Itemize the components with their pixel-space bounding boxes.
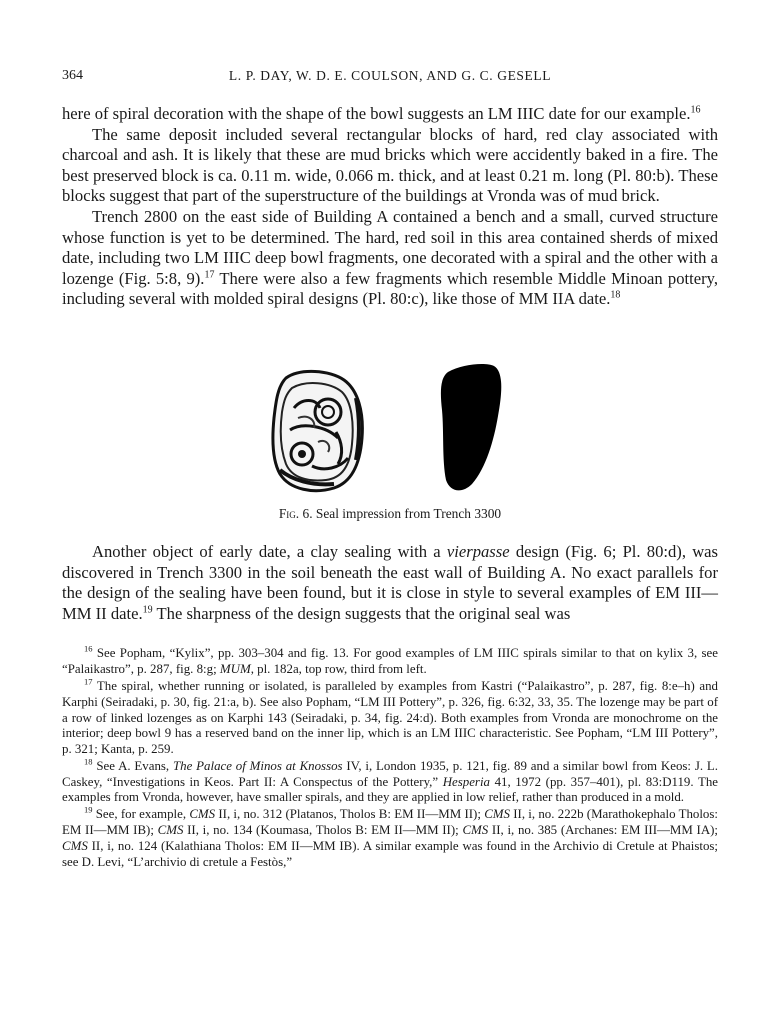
footnote-ref: 17 (204, 269, 215, 281)
footnote-16: $^{16}$ See Popham, “Kylix”, pp. 303–304 and fig. 13. For good examples of LM IIIC spirals similar to that on kylix 3, see “Palaikastro”, p. 287, fig. 8:g; MUM, pl. 182a, top row, third from left. (62, 644, 718, 677)
figure-caption (62, 506, 718, 522)
seal-impression-silhouette (441, 364, 501, 490)
figure-caption-text: Seal impression from Trench 3300 (315, 505, 502, 521)
body-text (62, 104, 718, 310)
footnotes (62, 646, 718, 870)
paragraph: here of spiral decoration with the shape of the bowl suggests an LM IIIC date for our example.$^{16}$ (62, 104, 701, 123)
figure-6 (62, 320, 718, 532)
page (62, 68, 718, 871)
running-header (62, 68, 718, 90)
page-number: 364 (62, 68, 83, 83)
paragraph: Another object of early date, a clay sealing with a vierpasse design (Fig. 6; Pl. 80:d), was discovered in Trench 3300 in the soil beneath the east wall of Building A. No exact parallels for the design of the sealing have been found, but it is close in style to several examples of EM III—MM II date.$^{19}$ The sharpness of the design suggests that the original seal was (62, 541, 719, 623)
footnote-18: $^{18}$ See A. Evans, The Palace of Minos at Knossos IV, i, London 1935, p. 121, fig. 89 and a similar bowl from Keos: J. L. Caskey, “Investigations in Keos. Part II: A Conspectus of the Pottery,” Hesperia 41, 1972 (pp. 357–401), pl. 83:D119. The examples from Vronda, however, have smaller spirals, and they are applied in low relief, rather than produced in a mold. (62, 756, 718, 805)
paragraph: The same deposit included several rectangular blocks of hard, red clay associated with charcoal and ash. It is likely that these are mud bricks which were accidently baked in a fire. The best preserved block is ca. 0.11 m. wide, 0.066 m. thick, and at least 0.21 m. long (Pl. 80:b). These blocks suggest that part of the superstructure of the buildings at Vronda was of mud brick. (62, 124, 718, 206)
footnote-17: $^{17}$ The spiral, whether running or isolated, is paralleled by examples from Kastri (“Palaikastro”, p. 287, fig. 8:e–h) and Karphi (Seiradaki, p. 30, fig. 21:a, b). See also Popham, “LM III Pottery”, p. 326, fig. 6:32, 33, 35. The lozenge may be part of a row of linked lozenges as on Karphi 143 (Seiradaki, p. 34, fig. 24:d). Both examples from Vronda are monochrome on the interior; deep bowl 9 has a reserved band on the inner lip, which is an LM IIIC characteristic. See Popham, “LM III Pottery”, p. 321; Kanta, p. 259. (62, 676, 718, 757)
seal-impression-figure (62, 320, 718, 500)
footnote-19: $^{19}$ See, for example, CMS II, i, no. 312 (Platanos, Tholos B: EM II—MM II); CMS II, i, no. 222b (Marathokephalo Tholos: EM II—MM IB); CMS II, i, no. 134 (Koumasa, Tholos B: EM II—MM II); CMS II, i, no. 385 (Archanes: EM III—MM IA); CMS II, i, no. 124 (Kalathiana Tholos: EM II—MM IB). A similar example was found in the Archivio di Cretule at Phaistos; see D. Levi, “L’archivio di cretule a Festòs,” (62, 804, 718, 869)
seal-impression-drawing (273, 371, 362, 490)
footnote-ref: 19 (142, 604, 153, 616)
running-head-authors: L. P. DAY, W. D. E. COULSON, AND G. C. GESELL (228, 68, 552, 83)
body-text-continued (62, 542, 718, 624)
footnote-ref: 18 (610, 289, 621, 301)
footnote-ref: 16 (690, 104, 701, 116)
figure-label: Fig. 6. (278, 505, 313, 521)
paragraph: Trench 2800 on the east side of Building A contained a bench and a small, curved structure whose function is yet to be determined. The hard, red soil in this area contained sherds of mixed date, including two LM IIIC deep bowl fragments, one decorated with a spiral and the other with a lozenge (Fig. 5:8, 9).$^{17}$ There were also a few fragments which resemble Middle Minoan pottery, including several with molded spiral designs (Pl. 80:c), like those of MM IIA date.$^{18}$ (62, 206, 719, 309)
